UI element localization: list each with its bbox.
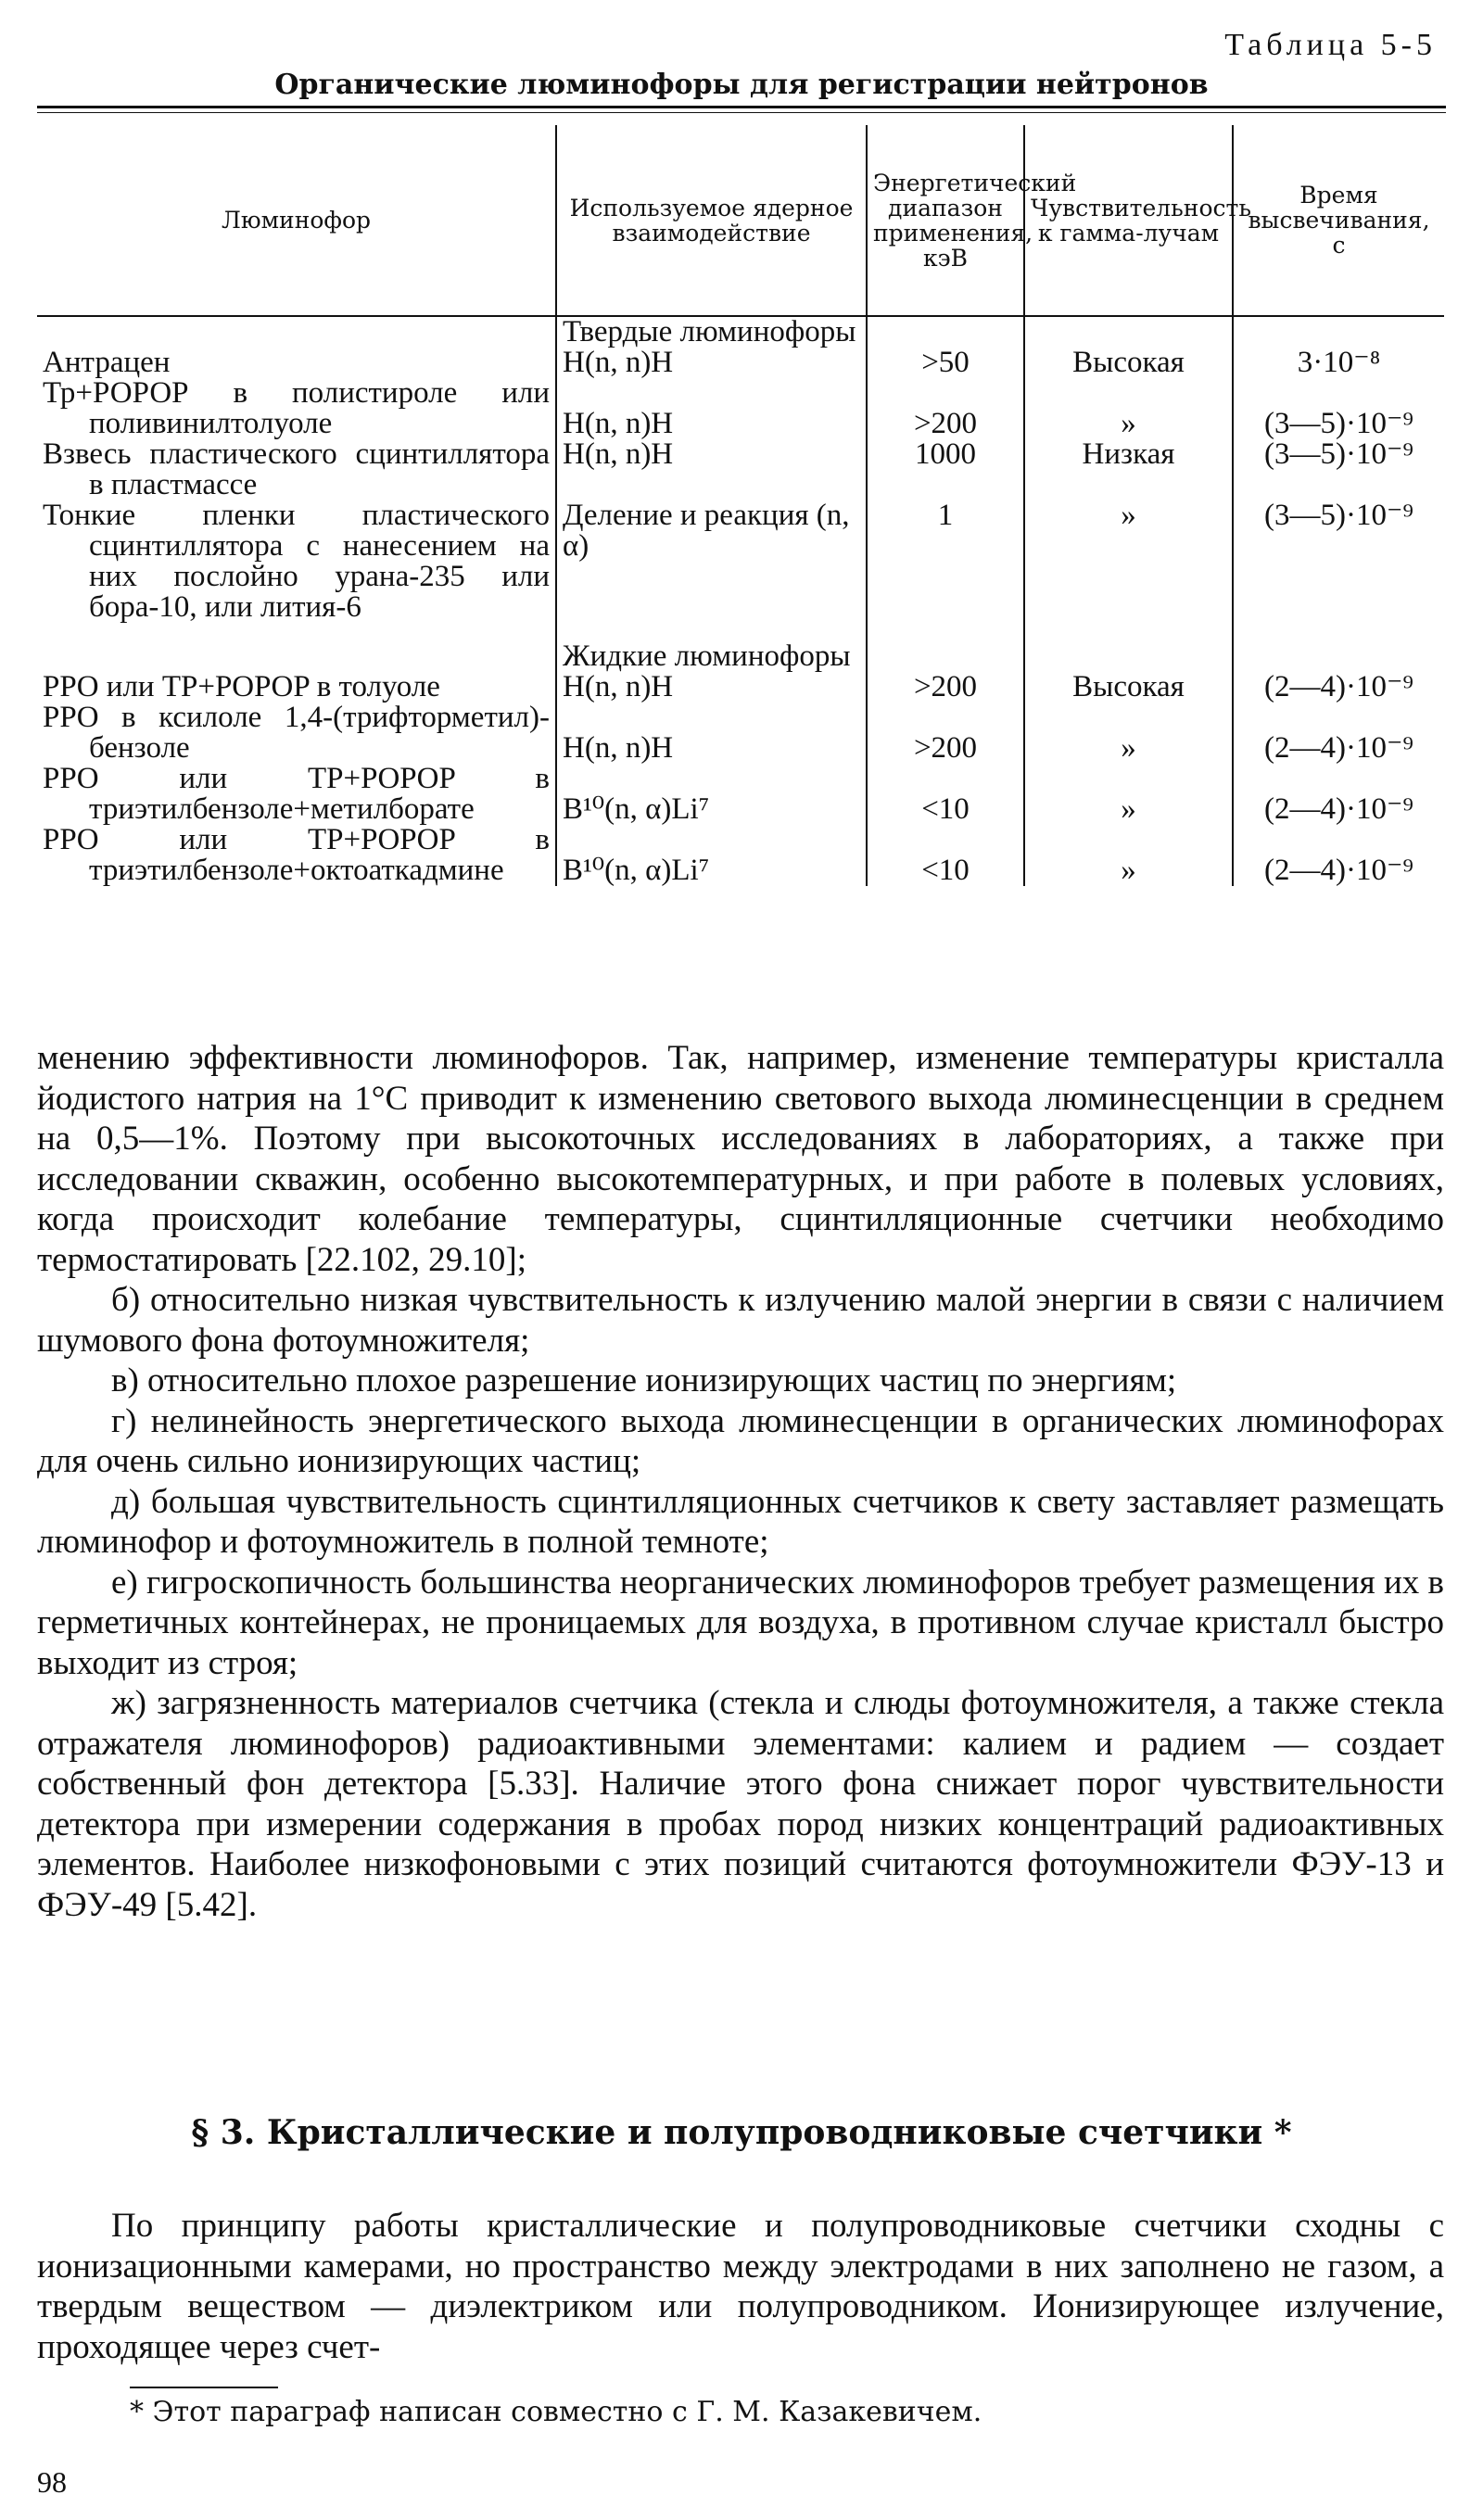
paragraph: По принципу работы кристаллические и полупроводниковые счетчики сходны с ионизационными камерами, но пространство между электродами в них заполнено не газом, а твердым веществом — диэлектриком или полупроводником. Ионизирующее излучение, проходящее через счет- <box>37 2207 1444 2366</box>
gamma-cell: Высокая <box>1024 672 1233 703</box>
header-reaction: Используемое ядерное взаимодействие <box>556 125 867 316</box>
paragraph: ж) загрязненность материалов счетчика (стекла и слюды фотоумножителя, а также стекла отражателя люминофоров) радиоактивными элементами: калием и радием — создает собственный фон детектора [5.33]. Наличие этого фона снижает порог чувствительности детектора при измерении содержания в пробах пород низких концентраций радиоактивных элементов. Наиболее низкофоновыми с этих позиций считаются фотоумножители ФЭУ-13 и ФЭУ-49 [5.42]. <box>37 1684 1444 1924</box>
paragraph: менению эффективности люминофоров. Так, например, изменение температуры кристалла йодистого натрия на 1°С приводит к изменению светового выхода люминесценции в среднем на 0,5—1%. Поэтому при высокоточных исследованиях в лабораториях, а также при исследовании скважин, особенно высокотемпературных, и при работе в полевых условиях, когда происходит колебание температуры, сцинтилляционные счетчики необходимо термостатировать [22.102, 29.10]; <box>37 1039 1444 1279</box>
paragraph: б) относительно низкая чувствительность к излучению малой энергии в связи с наличием шумового фона фотоумножителя; <box>37 1281 1444 1360</box>
reaction-cell: H(n, n)H <box>556 348 867 378</box>
time-cell: (2—4)·10⁻⁹ <box>1233 825 1444 886</box>
gamma-cell: Низкая <box>1024 439 1233 500</box>
header-decay-time: Время высвечивания, с <box>1233 125 1444 316</box>
reaction-cell: H(n, n)H <box>556 439 867 500</box>
luminophore-name: PPO или TP+POPOP в толуоле <box>43 670 440 703</box>
energy-cell: <10 <box>867 825 1024 886</box>
luminophore-name: Тр+РОРОР в полистироле или поливинилтолуоле <box>43 376 550 440</box>
energy-cell: 1 <box>867 500 1024 623</box>
reaction-cell: B¹⁰(n, α)Li⁷ <box>556 825 867 886</box>
table-top-rule-thin <box>37 112 1446 113</box>
energy-cell: >200 <box>867 672 1024 703</box>
luminophore-name: Взвесь пластического сцинтиллятора в пластмассе <box>43 437 550 501</box>
gamma-cell: » <box>1024 703 1233 764</box>
section-solid-label: Твердые люминофоры <box>556 316 867 348</box>
header-gamma-sensitivity: Чувствительность к гамма-лучам <box>1024 125 1233 316</box>
reaction-cell: B¹⁰(n, α)Li⁷ <box>556 764 867 825</box>
footnote: * Этот параграф написан совместно с Г. М. Казакевичем. <box>130 2396 982 2428</box>
footnote-rule <box>130 2387 278 2388</box>
time-cell: (3—5)·10⁻⁹ <box>1233 500 1444 623</box>
table-top-rule <box>37 106 1446 108</box>
table-section-row <box>37 641 1444 672</box>
luminophore-name: PPO в ксилоле 1,4-(трифторметил)-бензоле <box>43 701 550 765</box>
gamma-cell: » <box>1024 500 1233 623</box>
reaction-cell: H(n, n)H <box>556 378 867 439</box>
header-luminophore: Люминофор <box>37 125 556 316</box>
body-text <box>37 1038 1444 1925</box>
paragraph: д) большая чувствительность сцинтилляционных счетчиков к свету заставляет размещать люминофор и фотоумножитель в полной темноте; <box>37 1482 1444 1561</box>
luminophore-table <box>37 125 1444 886</box>
energy-cell: >50 <box>867 348 1024 378</box>
table-header-row <box>37 125 1444 316</box>
document-page <box>37 0 1446 2520</box>
paragraph: е) гигроскопичность большинства неорганических люминофоров требует размещения их в герметичных контейнерах, не проницаемых для воздуха, в противном случае кристалл быстро выходит из строя; <box>37 1563 1444 1682</box>
table-row <box>37 764 1444 825</box>
gamma-cell: » <box>1024 825 1233 886</box>
time-cell: 3·10⁻⁸ <box>1233 348 1444 378</box>
table-title: Органические люминофоры для регистрации нейтронов <box>274 69 1209 101</box>
section-heading: § 3. Кристаллические и полупроводниковые счетчики * <box>191 2113 1292 2152</box>
intro-text <box>37 2206 1444 2367</box>
luminophore-name: PPO или TP+POPOP в триэтилбензоле+октоаткадмине <box>43 823 550 887</box>
gamma-cell: » <box>1024 378 1233 439</box>
energy-cell: 1000 <box>867 439 1024 500</box>
table-row <box>37 703 1444 764</box>
reaction-cell: Деление и реакция (n, α) <box>556 500 867 623</box>
table-row <box>37 378 1444 439</box>
time-cell: (2—4)·10⁻⁹ <box>1233 703 1444 764</box>
reaction-cell: H(n, n)H <box>556 672 867 703</box>
table-row <box>37 672 1444 703</box>
time-cell: (2—4)·10⁻⁹ <box>1233 764 1444 825</box>
reaction-cell: H(n, n)H <box>556 703 867 764</box>
section-liquid-label: Жидкие люминофоры <box>556 641 867 672</box>
paragraph: г) нелинейность энергетического выхода люминесценции в органических люминофорах для очень сильно ионизирующих частиц; <box>37 1401 1444 1480</box>
energy-cell: >200 <box>867 378 1024 439</box>
luminophore-name: PPO или TP+POPOP в триэтилбензоле+метилборате <box>43 762 550 826</box>
table-row <box>37 500 1444 623</box>
table-row <box>37 439 1444 500</box>
energy-cell: >200 <box>867 703 1024 764</box>
luminophore-name: Тонкие пленки пластического сцинтиллятора с нанесением на них послойно урана-235 или бора-10, или лития-6 <box>43 499 550 624</box>
page-number: 98 <box>37 2465 67 2499</box>
time-cell: (3—5)·10⁻⁹ <box>1233 378 1444 439</box>
table-row <box>37 825 1444 886</box>
header-energy-range: Энергетический диапазон применения, кэВ <box>867 125 1024 316</box>
paragraph: в) относительно плохое разрешение ионизирующих частиц по энергиям; <box>111 1361 1177 1399</box>
energy-cell: <10 <box>867 764 1024 825</box>
luminophore-name: Антрацен <box>43 346 171 379</box>
gamma-cell: » <box>1024 764 1233 825</box>
time-cell: (2—4)·10⁻⁹ <box>1233 672 1444 703</box>
table-row <box>37 348 1444 378</box>
time-cell: (3—5)·10⁻⁹ <box>1233 439 1444 500</box>
table-label: Таблица 5-5 <box>1224 28 1437 62</box>
table-section-row <box>37 316 1444 348</box>
gamma-cell: Высокая <box>1024 348 1233 378</box>
